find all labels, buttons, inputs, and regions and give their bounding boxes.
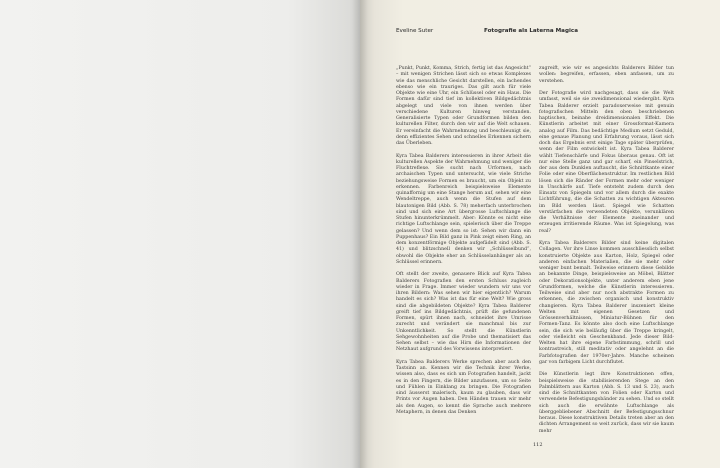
paragraph: Kyra Tabea Balderers interessieren in ihrer Arbeit die kulturellen Aspekte der Wahrnehmung und weniger die Fluchtreflexe. Sie sucht nach Urformen, nach archaischen Typen und untersucht, wie viele Striche beziehungsweise Formen es braucht, um ein Objekt zu erkennen. Farbenreich beispielsweise Elemente quinaffornig um eine Stange herum auf, sehen wir eine Wendeltreppe, auch wenn die Stufen auf dem blautonigen Bild (Abb. S. 78) meherfach unterbrochen sind und sich eine Art übergrosse Luftschlange die Stufen hinunterkrümmelt. Aber: Könnte es nicht eine richtige Luftschlange sein, spielerisch über die Treppe gelassen? Und wenn dem so ist: Sehen wir dann ein Puppenhaus? Ein Bild ganz in Pink zeigt einen Ring, an dem konzentförmige Objekte aufgefädelt sind (Abb. S. 41) und blitzschnell denken wir „Schlüsselbund“, obwohl die Objekte eher an Schlüsselanhänger als an Schlüssel erinnern.: [396, 153, 531, 265]
paragraph: Die Künstlerin legt ihre Konstruktionen offen, beispielsweise die stabilisierenden Stege an den Palmblättern aus Karton (Abb. S. 13 und S. 23), auch sind die Schnittkanten von Folien oder Karton und verwendete Befestigungsbänder zu sehen. Und so stellt sich auch die erwähnte Luftschlange als überggebliebener Abschnitt der Befestigungsschnur heraus. Diese konstruktiven Details treten aber an den dichten Arrangement so weit zurück, dass wir sie kaum mehr: [539, 372, 674, 434]
text-column-right: [539, 66, 674, 441]
paragraph: Kyra Tabea Balderers Werke sprechen aber auch den Tastsinn an. Kennen wir die Technik ihrer Werke, wissen also, dass es sich um Fotografien handelt, jackt es in den Fingern, die Bilder anzufassen, um so Seite und Fühlen in Einklang zu bringen. Die Fotografien sind äusserst malerisch, kaum zu glauben, dass wir Prints vor Augen haben. Den Händen trauen wir mehr als den Augen, so kennt die Sprache auch mehrere Metaphern, in denen das Denken: [396, 359, 531, 415]
paragraph: Der Fotografie wird nachgesagt, dass sie die Welt umfasst, weil sie sie zweidimensional wiedergibt. Kyra Tabea Balderer erzielt paradoxerweise mit genuin fotografischen Mitteln den oben beschriebenen haptischen, beinahe dreidimensionalen Effekt. Die Künstlerin arbeitet mit einer Grossformat-Kamera analog auf Film. Das bedächtige Medium setzt Geduld, eine genaue Planung und Erfahrung voraus, lässt sich doch das Ergebnis erst einige Tage später überprüfen, wenn der Film entwickelt ist. Kyra Tabea Balderer wählt Tiefenschärfe und Fokus überaus genau. Oft ist nur eine Stelle ganz und gar scharf, ein Pinselstrich, der aus dem Dunklen auftaucht, die Schnittkante einer Folie oder eine Oberflächenstruktur. Im restlichen Bild lösen sich die Ränder der Formen mehr oder weniger in Unschärfe auf. Tiefe entsteht zudem durch den Einsatz von Spiegeln und vor allem durch die exakte Lichtführung, die die Schatten zu wichtigen Akteuren im Bild werden lässt. Spiegel wie Schatten verstärfachen die verwendeten Objekte, verunklären die Verhältnisse der Elemente zueinander und erzeugen irritierende Räume. Was ist Spiegelung, was real?: [539, 91, 674, 234]
book-gutter: [352, 0, 368, 468]
text-column-left: [396, 66, 531, 422]
page-number: 112: [533, 442, 543, 448]
running-head-author: Eveline Suter: [396, 28, 434, 34]
paragraph: „Punkt, Punkt, Komma, Strich, fertig ist das Angesicht“ – mit wenigen Strichen lässt sich so etwas Komplexes wie das menschliche Gesicht darstellen, ein lachendes ebenso wie ein trauriges. Das gilt auch für viele Objekte wie eine Uhr, ein Schlüssel oder ein Haus. Die Formen dafür sind tief im kollektiven Bildgedächtnis abgelegt und viele von ihnen werden über verschiedene Kulturen hinweg verstanden. Generalisierte Typen oder Grundformen bilden den kulturellen Filter, durch den wir auf die Welt schauen. Er vereinfacht die Wahrnehmung und beschleunigt sie, denn effizientes Sehen und schnelles Erkennen sichern das Überleben.: [396, 66, 531, 146]
paragraph: Kyra Tabea Balderers Bilder sind keine digitalen Collagen. Vor ihre Linse kommen ausschliesslich selbst konstruierte Objekte aus Karton, Holz, Spiegel oder anderen einfachen Materialien, die sie mehr oder weniger bunt bemalt. Teilweise erinnern diese Gebilde an bekannte Dinge, beispielsweise an Möbel, Blätter oder Dekorationsobjekte, unter anderem eben jene Grundformen, welche die Künstlerin interessieren. Teilweise sind aber nur noch abstrakte Formen zu erkennen, die zwischen organisch und konstruktiv changieren. Kyra Tabea Balderer inszeniert kleine Welten mit eigenen Gesetzen und Grössenverhältnissen, Miniatur-Bühnen für den Formen-Tanz. Es könnte also doch eine Luftschlange sein, die sich wie beiläufig über die Treppe kringelt, oder vielleicht ein Geschenkband. Jede dieser Bild-Welten hat ihre eigene Farbstimmung, schrill und kontrastreich, still meditativ oder angelehnt an die Farbfotografien der 1970er-Jahre. Manche scheinen gar von farbigem Licht durchflutet.: [539, 241, 674, 365]
running-head-title: Fotografie als Laterna Magica: [484, 28, 578, 34]
paragraph: Oft stellt der zweite, genauere Blick auf Kyra Tabea Balderers Fotografien den ersten Schluss zugleich wieder in Frage. Immer wieder wundern wir uns vor ihren Bildern: Was sehen wir hier eigentlich? Warum handelt es sich? Was ist das für eine Welt? Wie gross sind die abgebildeten Objekte? Kyra Tabea Balderer greift tief ins Bildgedächtnis, prüft die gefundenen Formen, spürt ihnen nach, schneidet ihre Umrisse zurecht und verändert sie manchmal bis zur Unkenntlichkeit. So stellt die Künstlerin Sehgewohnheiten auf die Probe und thematisiert das Sehen selbst – wie das Hirn die Informationen der Netzhaut aufgrund des Vorwissens interpretiert.: [396, 272, 531, 353]
paragraph: zugreift, wie wir es angesichts Balderers Bilder tun wollen: begreifen, erfassen, eben anfassen, um zu verstehen.: [539, 66, 674, 84]
